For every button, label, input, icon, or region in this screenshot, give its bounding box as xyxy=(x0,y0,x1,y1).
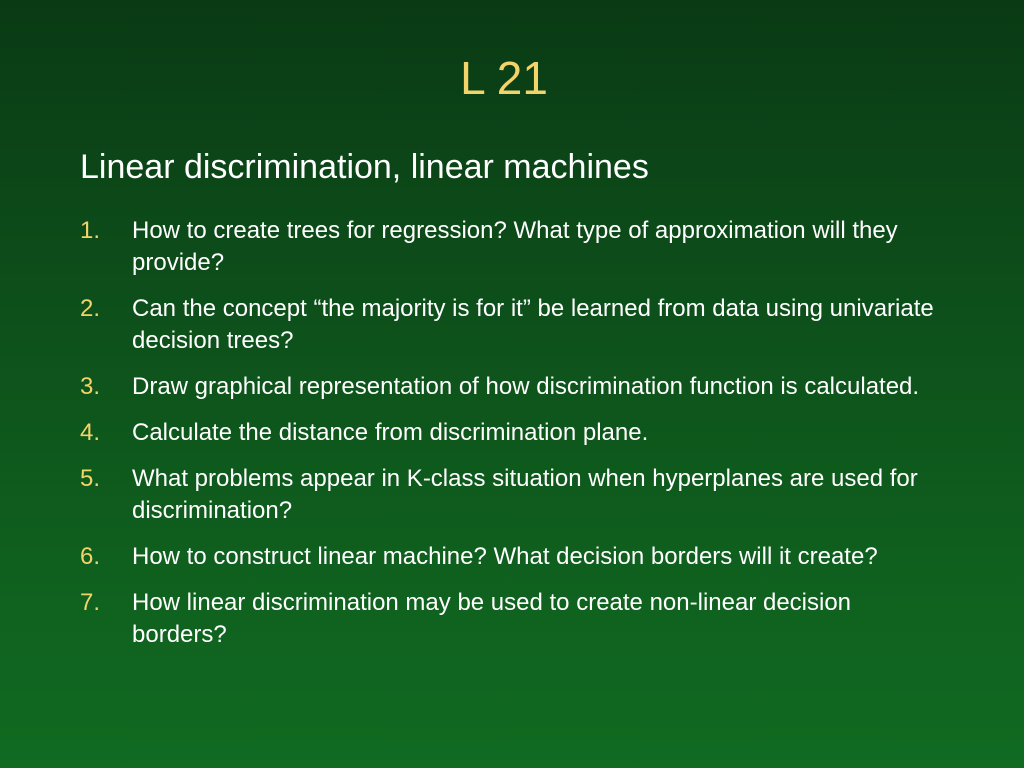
question-item xyxy=(80,371,950,403)
question-text: What problems appear in K-class situation when hyperplanes are used for discrimination? xyxy=(132,465,918,524)
question-item xyxy=(80,215,950,279)
question-number: 3. xyxy=(80,373,101,400)
question-number: 4. xyxy=(80,419,101,446)
question-number: 5. xyxy=(80,465,101,492)
question-text: Draw graphical representation of how discrimination function is calculated. xyxy=(132,373,920,400)
question-text: How to create trees for regression? What type of approximation will they provide? xyxy=(132,217,898,276)
question-item xyxy=(80,293,950,357)
question-item xyxy=(80,587,950,651)
question-number: 2. xyxy=(80,295,101,322)
slide-subtitle: Linear discrimination, linear machines xyxy=(80,148,649,186)
question-item xyxy=(80,463,950,527)
question-number: 7. xyxy=(80,589,101,616)
question-text: Can the concept “the majority is for it” be learned from data using univariate decision trees? xyxy=(132,295,934,354)
slide-title: L 21 xyxy=(460,52,548,104)
question-list xyxy=(80,215,950,665)
question-number: 1. xyxy=(80,217,101,244)
question-text: How to construct linear machine? What decision borders will it create? xyxy=(132,543,878,570)
question-number: 6. xyxy=(80,543,101,570)
question-text: Calculate the distance from discrimination plane. xyxy=(132,419,649,446)
question-item xyxy=(80,417,950,449)
question-text: How linear discrimination may be used to create non-linear decision borders? xyxy=(132,589,852,648)
question-item xyxy=(80,541,950,573)
